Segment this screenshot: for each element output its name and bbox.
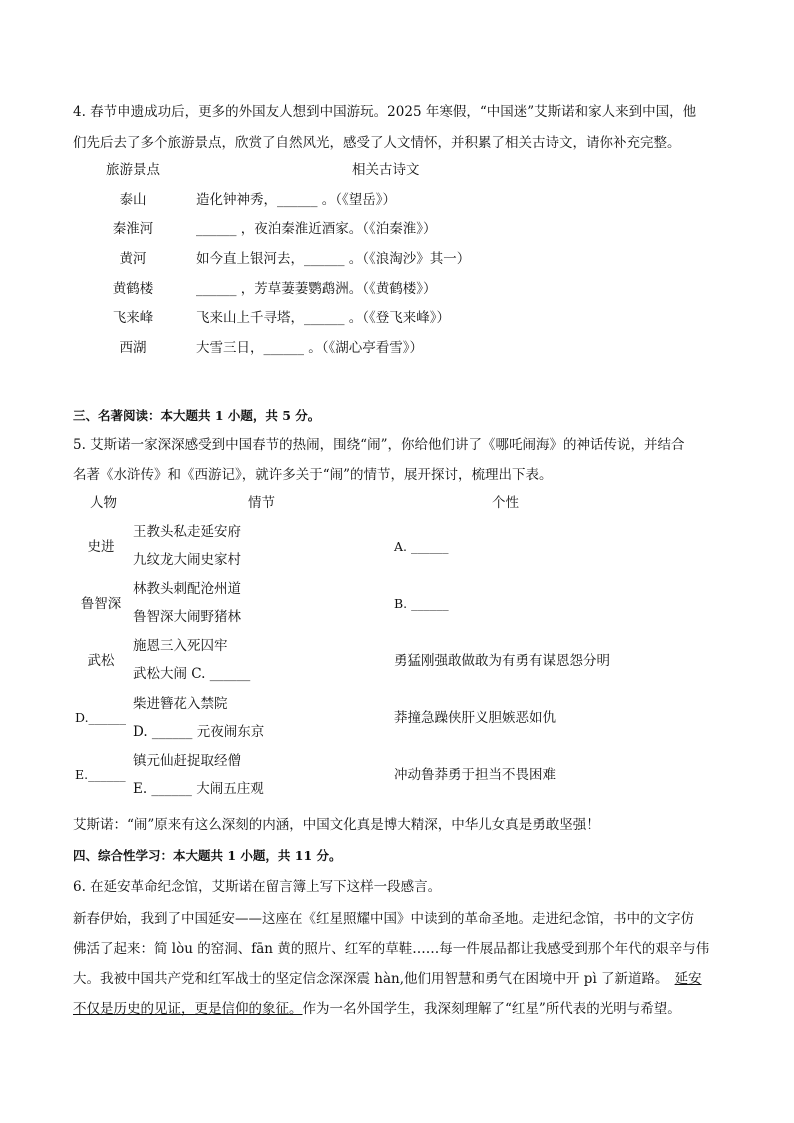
q6-paragraph-line-4-rest: 作为一名外国学生，我深刻理解了“红星”所代表的光明与希望。 [302, 1001, 681, 1017]
q5-plot-2: 九纹龙大闹史家村 [133, 552, 241, 568]
q4-header-place: 旅游景点 [106, 162, 160, 178]
q5-line-1: 5. 艾斯诺一家深深感受到中国春节的热闹，围绕“闹”，你给他们讲了《哪吒闹海》的神话传说，并结合 [73, 437, 685, 453]
q5-header-plot: 情节 [248, 495, 275, 511]
q4-place: 黄河 [119, 251, 147, 267]
q4-place: 泰山 [119, 192, 147, 208]
q5-plot-1: 施恩三入死囚牢 [133, 638, 228, 654]
q5-person: 史进 [87, 539, 115, 555]
q4-line-2: 们先后去了多个旅游景点，欣赏了自然风光，感受了人文情怀，并积累了相关古诗文，请你补充完整。 [73, 135, 681, 151]
q6-paragraph-line-2: 佛活了起来：简 lòu 的窑洞、fān 黄的照片、红军的草鞋……每一件展品都让我感受到那个年代的艰辛与伟 [73, 941, 710, 957]
q4-poem: 如今直上银河去，______ 。（《浪淘沙》其一） [196, 251, 471, 267]
q6-underlined-sentence: 不仅是历史的见证，更是信仰的象征。 [73, 1001, 303, 1017]
q4-place: 黄鹤楼 [112, 281, 154, 297]
section-3-heading: 三、名著阅读：本大题共 1 小题，共 5 分。 [73, 408, 321, 423]
q5-conclusion: 艾斯诺：“闹”原来有这么深刻的内涵，中国文化真是博大精深，中华儿女真是勇敢坚强！ [73, 817, 600, 833]
q5-person: E.______ [75, 767, 126, 782]
q4-poem: 飞来山上千寻塔，______ 。（《登飞来峰》） [196, 310, 451, 326]
section-4-heading: 四、综合性学习：本大题共 1 小题，共 11 分。 [73, 848, 342, 863]
q5-trait: 冲动鲁莽勇于担当不畏困难 [394, 767, 556, 783]
q5-plot-2: 鲁智深大闹野猪林 [133, 609, 241, 625]
q5-plot-2: E. ______ 大闹五庄观 [133, 781, 264, 797]
q4-poem: ______ ，芳草萋萋鹦鹉洲。（《黄鹤楼》） [196, 281, 437, 297]
q5-trait: A. ______ [394, 539, 449, 554]
q6-underlined-start: 延安 [674, 971, 702, 987]
q5-plot-1: 林教头刺配沧州道 [133, 581, 241, 597]
q6-paragraph-line-3-text: 大。我被中国共产党和红军战士的坚定信念深深震 hàn,他们用智慧和勇气在困境中开 pì 了新道路。 [73, 971, 669, 987]
q4-poem: ______ ，夜泊秦淮近酒家。（《泊秦淮》） [196, 221, 437, 237]
q5-trait: 莽撞急躁侠肝义胆嫉恶如仇 [394, 710, 556, 726]
q5-plot-1: 镇元仙赶捉取经僧 [133, 753, 241, 769]
q5-header-person: 人物 [90, 495, 117, 511]
q5-trait: 勇猛刚强敢做敢为有勇有谋恩怨分明 [394, 653, 610, 669]
q5-plot-1: 王教头私走延安府 [133, 524, 241, 540]
q4-poem: 造化钟神秀，______ 。（《望岳》） [196, 192, 397, 208]
q4-poem: 大雪三日，______ 。（《湖心亭看雪》） [196, 340, 424, 356]
q6-paragraph-line-4 [73, 1000, 681, 1018]
q6-intro: 6. 在延安革命纪念馆，艾斯诺在留言簿上写下这样一段感言。 [73, 879, 442, 895]
q5-trait: B. ______ [394, 596, 449, 611]
q4-line-1: 4. 春节申遗成功后，更多的外国友人想到中国游玩。2025 年寒假，“中国迷”艾斯诺和家人来到中国，他 [73, 104, 697, 120]
q5-person: 鲁智深 [80, 596, 122, 612]
q5-plot-1: 柴进簪花入禁院 [133, 696, 228, 712]
q5-plot-2: D. ______ 元夜闹东京 [133, 724, 265, 740]
q5-plot-2: 武松大闹 C. ______ [133, 666, 251, 682]
q6-paragraph-line-1: 新春伊始，我到了中国延安——这座在《红星照耀中国》中读到的革命圣地。走进纪念馆，书中的文字仿 [73, 911, 694, 927]
q4-header-poem: 相关古诗文 [352, 162, 420, 178]
q6-paragraph-line-3 [73, 970, 702, 988]
q4-place: 秦淮河 [112, 221, 154, 237]
q5-header-trait: 个性 [492, 495, 519, 511]
q5-line-2: 名著《水浒传》和《西游记》，就许多关于“闹”的情节，展开探讨，梳理出下表。 [73, 467, 553, 483]
q5-person: 武松 [87, 653, 115, 669]
q4-place: 飞来峰 [112, 310, 154, 326]
q4-place: 西湖 [119, 340, 147, 356]
q5-person: D.______ [75, 710, 127, 725]
